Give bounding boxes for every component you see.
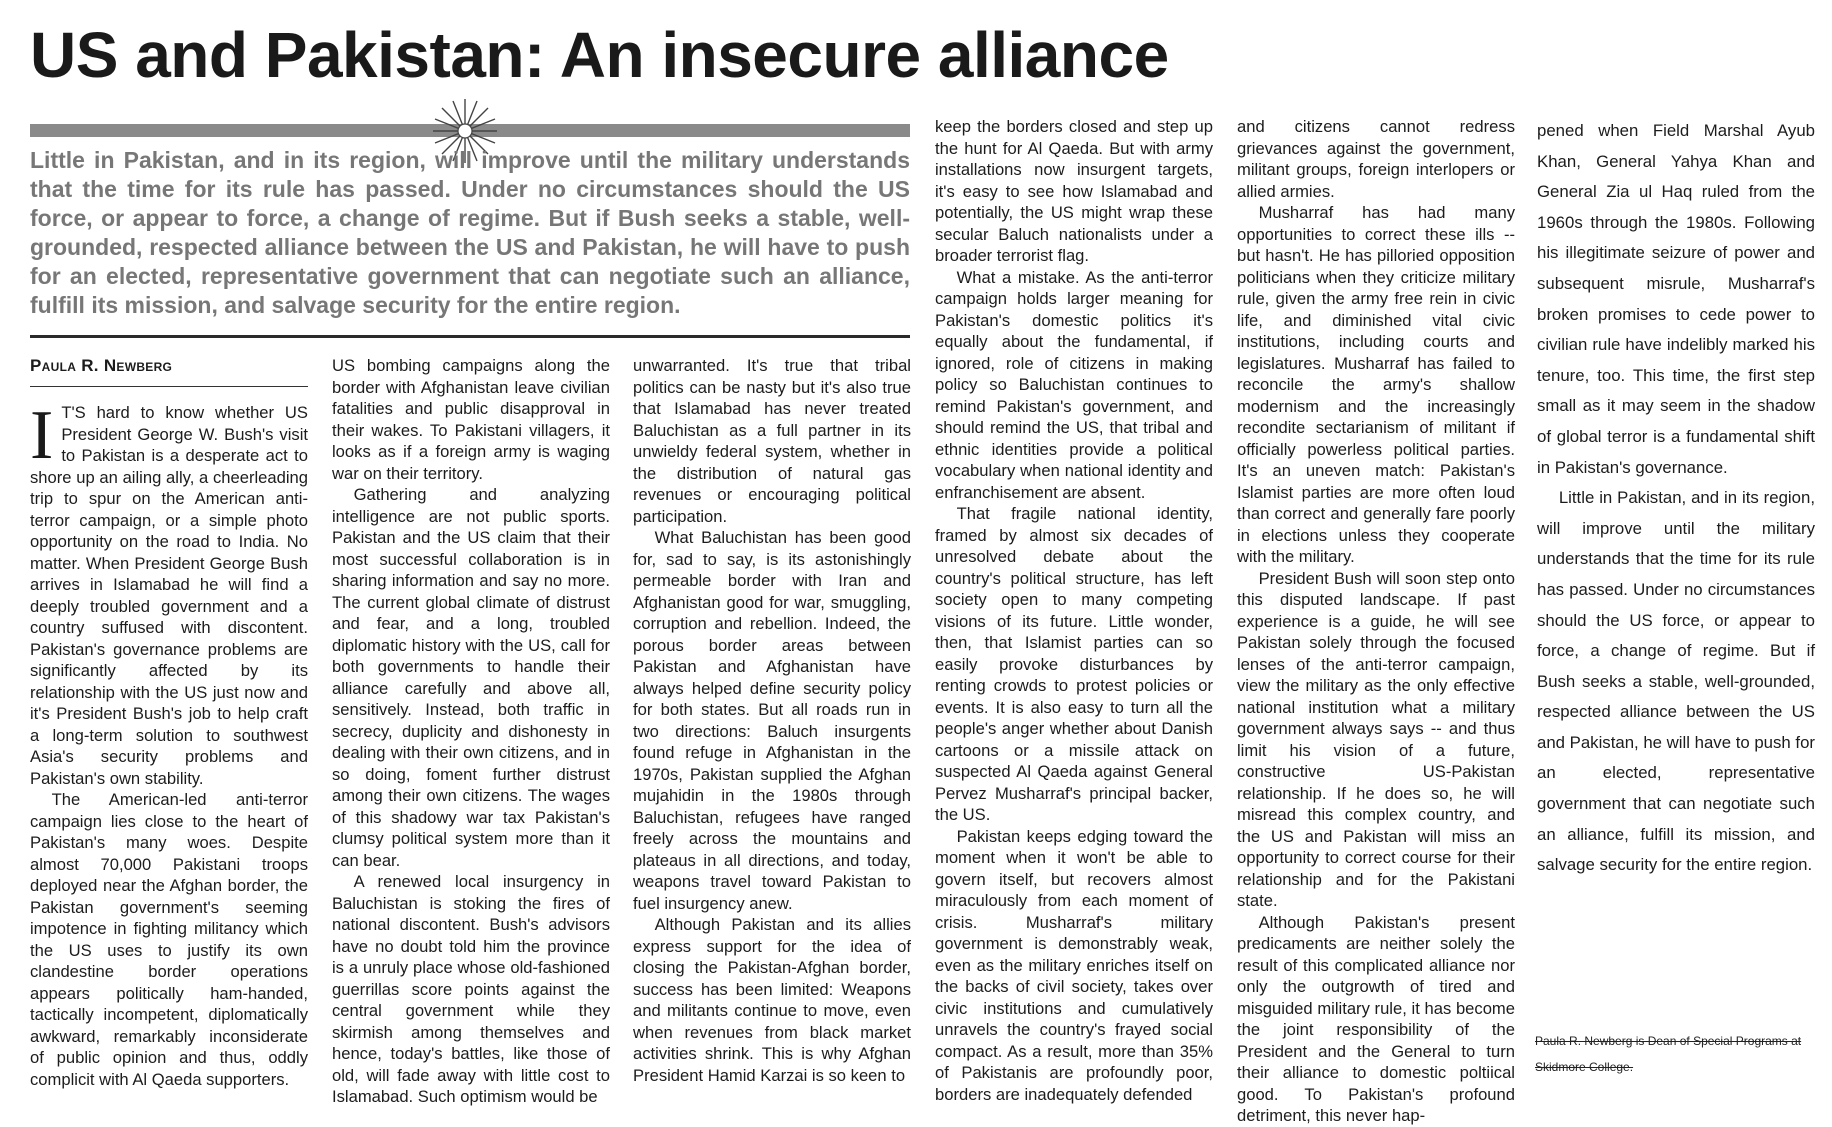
column-3 [633, 355, 911, 1102]
deck-summary: Little in Pakistan, and in its region, will improve until the military understands that the time for its rule has passed. Under no circumstances should the US force, or appear to force, a change of regime. But if Bush seeks a stable, well-grounded, respected alliance between the US and Pakistan, he will have to push for an elected, representative government that can negotiate such an alliance, fulfill its mission, and salvage security for the entire region. [30, 147, 910, 318]
paragraph: Although Pakistan and its allies express support for the idea of closing the Pakistan-Afghan border, success has been limited: Weapons and militants continue to move, even when revenues from black market activities shrink. This is why Afghan President Hamid Karzai is so keen to [633, 915, 911, 1085]
paragraph: President Bush will soon step onto this disputed landscape. If past experience is a guide, he will see Pakistan solely through the focused lenses of the anti-terror campaign, view the military as the only effective national institution what a military government always says -- and thus limit his vision of a future, constructive US-Pakistan relationship. If he does so, he will misread this complex country, and the US and Pakistan will miss an opportunity to correct course for their relationship and for the Pakistani state. [1237, 568, 1515, 910]
paragraph: What a mistake. As the anti-terror campaign holds larger meaning for Pakistan's domestic politics it's equally about the fundamental, if ignored, role of citizens in making policy so Baluchistan continues to remind Pakistan's government, and should remind the US, that tribal and ethnic identities provide a political vocabulary when national identity and enfranchisement are absent. [935, 267, 1213, 502]
column-6 [1537, 116, 1815, 1016]
byline-divider [30, 386, 308, 387]
paragraph: pened when Field Marshal Ayub Khan, General Yahya Khan and General Zia ul Haq ruled from the 1960s through the 1980s. Following his illegitimate seizure of power and subsequent misrule, Musharraf's broken promises to cede power to civilian rule have indelibly marked his tenure, too. This time, the first step small as it may seem in the shadow of global terror is a fundamental shift in Pakistan's governance. [1537, 121, 1815, 477]
paragraph: keep the borders closed and step up the hunt for Al Qaeda. But with army installations now insurgent targets, it's easy to see how Islamabad and potentially, the US might wrap these secular Baluch nationalists under a broader terrorist flag. [935, 117, 1213, 265]
paragraph: What Baluchistan has been good for, sad to say, is its astonishingly permeable border with Iran and Afghanistan good for war, smuggling, corruption and rebellion. Indeed, the porous border areas between Pakistan and Afghanistan have always helped define security policy for both states. But all roads run in two directions: Baluch insurgents found refuge in Afghanistan in the 1970s, Pakistan supplied the Afghan mujahidin in the 1980s through Baluchistan, refugees have ranged freely across the mountains and plateaus in all directions, and today, weapons travel toward Pakistan to fuel insurgency anew. [633, 528, 911, 913]
headline: US and Pakistan: An insecure alliance [30, 19, 1169, 91]
paragraph: US bombing campaigns along the border with Afghanistan leave civilian fatalities and public disapproval in their wakes. To Pakistani villagers, it looks as if a foreign army is waging war on their territory. [332, 356, 610, 483]
paragraph: That fragile national identity, framed by almost six decades of unresolved debate about the country's political structure, has left society open to many competing visions of its future. Little wonder, then, that Islamist parties can so easily provoke disturbances by renting crowds to protest policies or events. It is also easy to turn all the people's anger whether about Danish cartoons or a missile attack on suspected Al Qaeda against General Pervez Musharraf's principal backer, the US. [935, 504, 1213, 824]
paragraph: A renewed local insurgency in Baluchistan is stoking the fires of national discontent. Bush's advisors have no doubt told him the province is a unruly place whose old-fashioned guerrillas score points against the central government while they skirmish among themselves and hence, today's battles, like those of old, will fade away with little cost to Islamabad. Such optimism would be [332, 872, 610, 1106]
deck-divider [30, 335, 910, 338]
paragraph: T'S hard to know whether US President George W. Bush's visit to Pakistan is a desperate act to shore up an ailing ally, a cheerleading trip to spur on the American anti-terror campaign, or a simple photo opportunity on the road to India. No matter. When President George Bush arrives in Islamabad he will find a deeply troubled government and a country suffused with discontent. Pakistan's governance problems are significantly affected by its relationship with the US just now and it's President Bush's job to help craft a long-term solution to southwest Asia's security problems and Pakistan's own stability. [30, 403, 308, 788]
paragraph: Although Pakistan's present predicaments are neither solely the result of this complicated alliance nor only the outgrowth of tired and misguided military rule, it has become the joint responsibility of the President and the General to turn their alliance to domestic poltiical good. To Pakistan's profound detriment, this never hap- [1237, 912, 1515, 1125]
column-1 [30, 397, 308, 1102]
paragraph: Gathering and analyzing intelligence are not public sports. Pakistan and the US claim that their most successful collaboration is in sharing information and say no more. The current global climate of distrust and fear, and a long, troubled diplomatic history with the US, call for both governments to handle their alliance carefully and above all, sensitively. Instead, both traffic in secrecy, duplicity and dishonesty in dealing with their own citizens, and in so doing, foment further distrust among their own citizens. The wages of this shadowy war tax Pakistan's clumsy political system more than it can bear. [332, 485, 610, 870]
dropcap: I [30, 397, 54, 474]
byline: Paula R. Newberg [30, 356, 173, 375]
column-5 [1237, 116, 1515, 1125]
column-4 [935, 116, 1213, 1102]
paragraph: Musharraf has had many opportunities to correct these ills -- but hasn't. He has pilloried opposition politicians when they criticize military rule, given the army free rein in civic life, and diminished vital civic institutions, including courts and legislatures. Musharraf has failed to reconcile the army's shallow modernism and the increasingly recondite sectarianism of militant if officially powerless political parties. It's an uneven match: Pakistan's Islamist parties are more often loud than correct and generally fare poorly in elections unless they cooperate with the military. [1237, 203, 1515, 566]
paragraph: The American-led anti-terror campaign lies close to the heart of Pakistan's many woes. Despite almost 70,000 Pakistani troops deployed near the Afghan border, the Pakistan government's seeming impotence in fighting militancy which the US uses to justify its own clandestine border operations appears politically ham-handed, tactically incompetent, diplomatically awkward, remarkably inconsiderate of public opinion and thus, oddly complicit with Al Qaeda supporters. [30, 790, 308, 1089]
paragraph: and citizens cannot redress grievances against the government, militant groups, foreign interlopers or allied armies. [1237, 117, 1515, 201]
column-2 [332, 355, 610, 1106]
paragraph: unwarranted. It's true that tribal politics can be nasty but it's also true that Islamabad has never treated Baluchistan as a full partner in its unwieldy federal system, whether in the distribution of natural gas revenues or encouraging political participation. [633, 356, 911, 526]
paragraph: Pakistan keeps edging toward the moment when it won't be able to govern itself, but recovers almost miraculously from each moment of crisis. Musharraf's military government is demonstrably weak, even as the military enriches itself on the backs of civil society, takes over civic institutions and cumulatively unravels the country's frayed social compact. As a result, more than 35% of Pakistanis are profoundly poor, borders are inadequately defended [935, 826, 1213, 1104]
paragraph: Little in Pakistan, and in its region, will improve until the military understands that the time for its rule has passed. Under no circumstances should the US force, or appear to force, a change of regime. But if Bush seeks a stable, well-grounded, respected alliance between the US and Pakistan, he will have to push for an elected, representative government that can negotiate such an alliance, fulfill its mission, and salvage security for the entire region. [1537, 488, 1815, 875]
author-bio: Paula R. Newberg is Dean of Special Programs at Skidmore College. [1535, 1034, 1802, 1074]
